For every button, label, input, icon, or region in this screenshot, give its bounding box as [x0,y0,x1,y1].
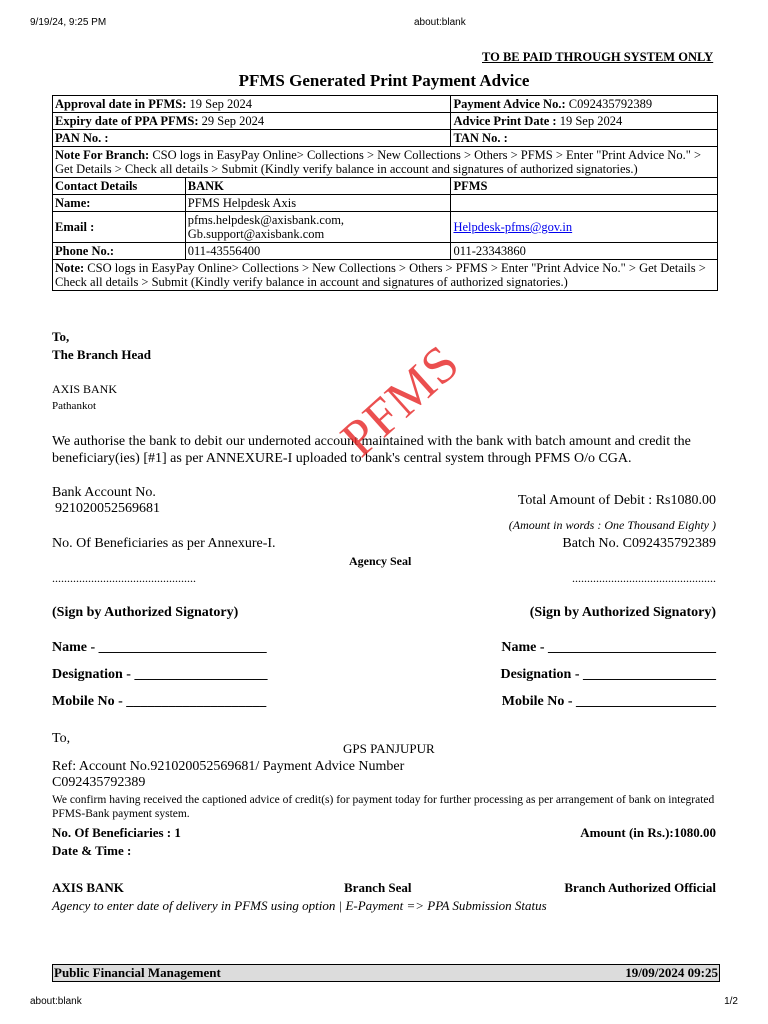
table-row [53,147,718,178]
pfms-email-cell [451,212,718,243]
receipt-ref: Ref: Account No.921020052569681/ Payment Advice Number [52,759,405,774]
bank-phone: 011-43556400 [185,243,451,260]
address-bank: AXIS BANK [52,382,118,396]
footer-org: Public Financial Management [54,965,221,980]
bank-name: PFMS Helpdesk Axis [185,195,451,212]
designation-line-left: Designation - ___________________ [52,667,268,682]
pan-label: PAN No. : [53,130,451,147]
print-datetime: 9/19/24, 9:25 PM [30,17,107,28]
name-label: Name: [53,195,186,212]
sign-right: (Sign by Authorized Signatory) [529,605,716,620]
beneficiaries-line: No. Of Beneficiaries as per Annexure-I. [52,536,276,551]
footer-datetime: 19/09/2024 09:25 [625,965,718,980]
note-branch-label: Note For Branch: [55,148,150,162]
top-note: TO BE PAID THROUGH SYSTEM ONLY [482,50,714,64]
designation-line-right: Designation - ___________________ [500,667,716,682]
receipt-beneficiaries: No. Of Beneficiaries : 1 [52,825,181,840]
table-row [53,212,718,243]
signature-dots-left: ................................................ [52,571,196,585]
total-debit: Total Amount of Debit : Rs1080.00 [517,493,716,508]
receipt-amount: Amount (in Rs.):1080.00 [580,825,716,840]
mobile-line-right: Mobile No - ____________________ [501,694,716,709]
batch-no: Batch No. C092435792389 [562,536,716,551]
print-footer-url: about:blank [30,996,82,1007]
expiry-cell [53,113,451,130]
note-branch-cell [53,147,718,178]
sign-left: (Sign by Authorized Signatory) [52,605,239,620]
pfms-email-link[interactable]: Helpdesk-pfms@gov.in [453,220,573,234]
branch-seal: Branch Seal [344,880,412,895]
table-row [53,96,718,113]
agency-seal: Agency Seal [349,554,412,568]
bank-email-cell [185,212,451,243]
approval-value: 19 Sep 2024 [186,97,252,111]
receipt-bank: AXIS BANK [52,880,124,895]
address-to: To, [52,329,70,344]
pfms-watermark: PFMS [330,334,471,469]
receipt-confirm: We confirm having received the captioned advice of credit(s) for payment today for further processing as per arrangement of bank on integrated PFMS-Bank payment system. [52,794,715,820]
pfms-name [451,195,718,212]
print-date-value: 19 Sep 2024 [556,114,623,128]
receipt-date-time: Date & Time : [52,843,132,858]
contact-label: Contact Details [53,178,186,195]
approval-label: Approval date in PFMS: [55,97,187,111]
signature-dots-right: ................................................ [572,571,716,585]
authorise-text: We authorise the bank to debit our undernoted account maintained with the bank with batch amount and credit the beneficiary(ies) [#1] as per ANNEXURE-I uploaded to bank's central system through PFMS O/o CGA. [52,434,691,466]
table-row [53,178,718,195]
address-city: Pathankot [52,400,96,412]
pfms-phone: 011-23343860 [451,243,718,260]
table-row [53,243,718,260]
name-line-right: Name - ________________________ [501,640,716,655]
footer-bar [52,964,720,982]
advice-no-cell [451,96,718,113]
expiry-label: Expiry date of PPA PFMS: [55,114,199,128]
note-cell [53,260,718,291]
advice-no-label: Payment Advice No.: [453,97,566,111]
expiry-value: 29 Sep 2024 [198,114,265,128]
table-row [53,260,718,291]
advice-no-value: C092435792389 [565,97,653,111]
receipt-ref-2: C092435792389 [52,775,146,790]
receipt-to: To, [52,731,71,746]
agency-note: Agency to enter date of delivery in PFMS using option | E-Payment => PPA Submission Status [52,898,547,913]
branch-official: Branch Authorized Official [564,880,716,895]
page-title: PFMS Generated Print Payment Advice [238,71,530,90]
bank-header: BANK [185,178,451,195]
mobile-line-left: Mobile No - ____________________ [52,694,267,709]
phone-label: Phone No.: [53,243,186,260]
print-date-cell [451,113,718,130]
note-branch-text: CSO logs in EasyPay Online> Collections > New Collections > Others > PFMS > Enter "Print Advice No." > Get Details > Check all details > Submit (Kindly verify balance in account and signatures of authorized signatories.) [55,148,701,176]
table-row [53,113,718,130]
approval-cell [53,96,451,113]
note-label: Note: [55,261,85,275]
print-date-label: Advice Print Date : [453,114,557,128]
bank-account-no: 921020052569681 [55,501,160,516]
email-label: Email : [53,212,186,243]
note-text: CSO logs in EasyPay Online> Collections > New Collections > Others > PFMS > Enter "Print Advice No." > Get Details > Check all details > Submit (Kindly verify balance in account and signatures of authorized signatories.) [55,261,706,289]
bank-account-label: Bank Account No. [52,485,156,500]
bank-email-1: pfms.helpdesk@axisbank.com, [187,213,345,227]
table-row [53,195,718,212]
bank-email-2: Gb.support@axisbank.com [187,227,325,241]
print-url: about:blank [414,17,466,28]
name-line-left: Name - ________________________ [52,640,267,655]
receipt-payee: GPS PANJUPUR [343,741,435,756]
address-head: The Branch Head [52,347,151,362]
table-row [53,130,718,147]
amount-words: (Amount in words : One Thousand Eighty ) [508,518,716,532]
print-page-number: 1/2 [724,996,738,1007]
tan-label: TAN No. : [451,130,718,147]
pfms-header: PFMS [451,178,718,195]
advice-table [52,95,718,291]
